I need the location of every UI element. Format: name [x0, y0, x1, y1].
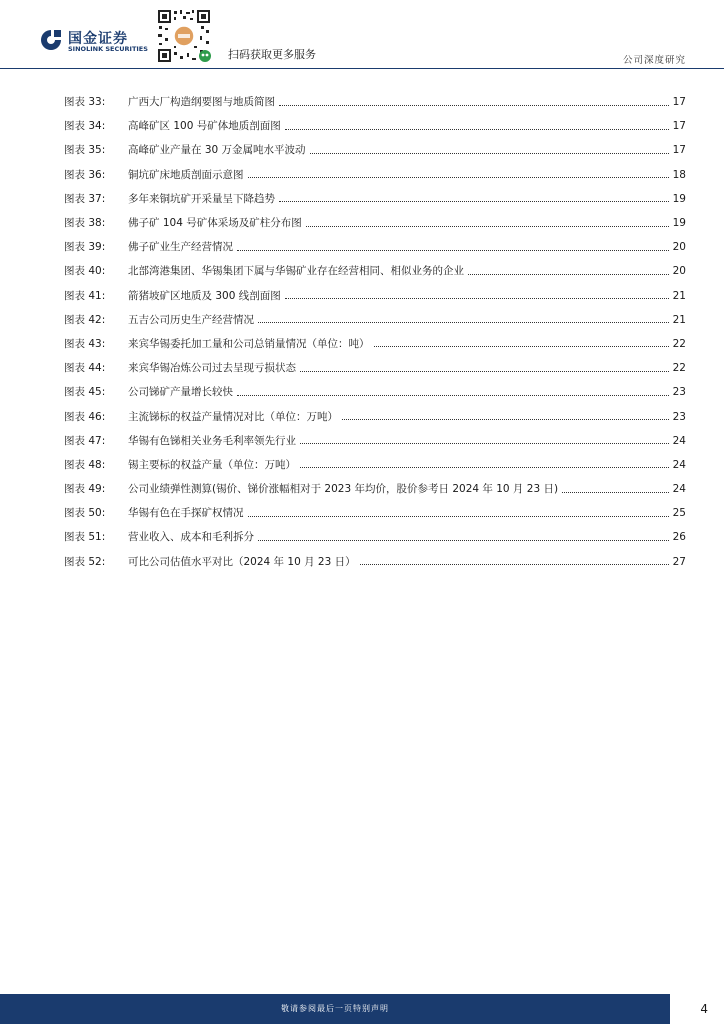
toc-entry[interactable]	[64, 380, 686, 404]
toc-figure-label: 图表 44:	[64, 362, 106, 375]
toc-entry[interactable]	[64, 356, 686, 380]
toc-leader-dots	[562, 478, 669, 493]
report-category: 公司深度研究	[622, 55, 686, 66]
toc-figure-label: 图表 38:	[64, 217, 106, 230]
toc-figure-title: 五吉公司历史生产经营情况	[128, 313, 254, 326]
toc-page-number: 19	[672, 192, 686, 205]
toc-entry[interactable]	[64, 525, 686, 549]
toc-figure-label: 图表 50:	[64, 507, 106, 520]
sinolink-logo-icon	[40, 29, 62, 51]
toc-entry[interactable]	[64, 138, 686, 162]
wechat-badge-icon	[199, 50, 211, 62]
toc-entry[interactable]	[64, 429, 686, 453]
toc-figure-label: 图表 42:	[64, 313, 106, 326]
toc-entry[interactable]	[64, 187, 686, 211]
toc-leader-dots	[374, 332, 669, 347]
footer-bar	[0, 994, 670, 1024]
toc-figure-label: 图表 33:	[64, 96, 106, 109]
toc-figure-label: 图表 34:	[64, 120, 106, 133]
toc-figure-label: 图表 45:	[64, 386, 106, 399]
toc-figure-title: 来宾华锡冶炼公司过去呈现亏损状态	[128, 362, 296, 375]
toc-leader-dots	[360, 550, 669, 565]
toc-leader-dots	[285, 115, 669, 130]
toc-figure-title: 公司业绩弹性测算(锡价、锑价涨幅相对于 2023 年均价，股价参考日 2024 年 10 月 23 日)	[128, 483, 559, 496]
toc-figure-title: 可比公司估值水平对比（2024 年 10 月 23 日）	[128, 555, 356, 568]
toc-figure-label: 图表 46:	[64, 410, 106, 423]
toc-entry[interactable]	[64, 163, 686, 187]
toc-entry[interactable]	[64, 114, 686, 138]
toc-entry[interactable]	[64, 550, 686, 574]
toc-figure-title: 铜坑矿床地质剖面示意图	[128, 168, 244, 181]
toc-entry[interactable]	[64, 477, 686, 501]
toc-figure-label: 图表 40:	[64, 265, 106, 278]
header-divider	[0, 68, 724, 69]
toc-figure-title: 北部湾港集团、华锡集团下属与华锡矿业存在经营相同、相似业务的企业	[128, 265, 464, 278]
toc-figure-label: 图表 43:	[64, 337, 106, 350]
toc-page-number: 22	[672, 362, 686, 375]
toc-figure-title: 华锡有色锑相关业务毛利率领先行业	[128, 434, 296, 447]
toc-leader-dots	[279, 187, 669, 202]
toc-page-number: 23	[672, 410, 686, 423]
toc-figure-title: 华锡有色在手探矿权情况	[128, 507, 244, 520]
toc-page-number: 21	[672, 289, 686, 302]
toc-figure-title: 主流锑标的权益产量情况对比（单位：万吨）	[128, 410, 338, 423]
toc-leader-dots	[300, 453, 669, 468]
toc-entry[interactable]	[64, 404, 686, 428]
page-number: 4	[700, 1002, 708, 1016]
toc-leader-dots	[300, 357, 669, 372]
toc-leader-dots	[248, 502, 669, 517]
toc-page-number: 23	[672, 386, 686, 399]
toc-figure-label: 图表 37:	[64, 192, 106, 205]
toc-page-number: 20	[672, 241, 686, 254]
toc-figure-title: 广西大厂构造纲要图与地质简图	[128, 96, 275, 109]
toc-entry[interactable]	[64, 259, 686, 283]
page-header	[0, 0, 724, 70]
toc-page-number: 22	[672, 337, 686, 350]
toc-figure-label: 图表 51:	[64, 531, 106, 544]
toc-entry[interactable]	[64, 308, 686, 332]
toc-entry[interactable]	[64, 90, 686, 114]
toc-entry[interactable]	[64, 332, 686, 356]
toc-figure-label: 图表 36:	[64, 168, 106, 181]
qr-code-icon[interactable]	[156, 8, 212, 64]
toc-leader-dots	[300, 429, 669, 444]
toc-page-number: 21	[672, 313, 686, 326]
toc-page-number: 17	[672, 96, 686, 109]
logo-text-cn: 国金证券	[68, 31, 128, 47]
toc-page-number: 24	[672, 483, 686, 496]
figure-index-list	[64, 90, 686, 574]
toc-entry[interactable]	[64, 211, 686, 235]
toc-figure-title: 多年来铜坑矿开采量呈下降趋势	[128, 192, 275, 205]
toc-page-number: 24	[672, 458, 686, 471]
toc-page-number: 18	[672, 168, 686, 181]
toc-page-number: 26	[672, 531, 686, 544]
toc-figure-label: 图表 35:	[64, 144, 106, 157]
toc-figure-label: 图表 49:	[64, 483, 106, 496]
toc-leader-dots	[237, 236, 669, 251]
toc-figure-title: 来宾华锡委托加工量和公司总销量情况（单位：吨）	[128, 337, 370, 350]
scan-prompt-text: 扫码获取更多服务	[228, 48, 316, 61]
toc-entry[interactable]	[64, 501, 686, 525]
toc-leader-dots	[285, 284, 669, 299]
toc-figure-title: 高峰矿区 100 号矿体地质剖面图	[128, 120, 281, 133]
sinolink-logo	[40, 28, 148, 54]
toc-figure-title: 高峰矿业产量在 30 万金属吨水平波动	[128, 144, 306, 157]
toc-leader-dots	[237, 381, 669, 396]
toc-entry[interactable]	[64, 453, 686, 477]
toc-leader-dots	[258, 308, 669, 323]
toc-figure-title: 公司锑矿产量增长较快	[128, 386, 233, 399]
toc-leader-dots	[258, 526, 669, 541]
toc-page-number: 27	[672, 555, 686, 568]
toc-page-number: 24	[672, 434, 686, 447]
logo-text-en: SINOLINK SECURITIES	[68, 45, 148, 53]
toc-leader-dots	[468, 260, 669, 275]
toc-figure-label: 图表 48:	[64, 458, 106, 471]
toc-figure-title: 佛子矿业生产经营情况	[128, 241, 233, 254]
toc-figure-title: 营业收入、成本和毛利拆分	[128, 531, 254, 544]
toc-figure-title: 锡主要标的权益产量（单位：万吨）	[128, 458, 296, 471]
toc-entry[interactable]	[64, 235, 686, 259]
toc-figure-label: 图表 41:	[64, 289, 106, 302]
toc-page-number: 19	[672, 217, 686, 230]
toc-page-number: 17	[672, 144, 686, 157]
toc-leader-dots	[310, 139, 669, 154]
page-footer	[0, 994, 724, 1024]
toc-figure-title: 佛子矿 104 号矿体采场及矿柱分布图	[128, 217, 302, 230]
toc-figure-label: 图表 52:	[64, 555, 106, 568]
toc-leader-dots	[306, 212, 669, 227]
toc-leader-dots	[279, 91, 669, 106]
toc-page-number: 17	[672, 120, 686, 133]
toc-entry[interactable]	[64, 284, 686, 308]
toc-figure-label: 图表 47:	[64, 434, 106, 447]
disclaimer-note: 敬请参阅最后一页特别声明	[281, 1004, 389, 1013]
toc-figure-title: 箭猪坡矿区地质及 300 线剖面图	[128, 289, 281, 302]
toc-page-number: 25	[672, 507, 686, 520]
toc-figure-label: 图表 39:	[64, 241, 106, 254]
toc-leader-dots	[248, 163, 669, 178]
toc-page-number: 20	[672, 265, 686, 278]
toc-leader-dots	[342, 405, 669, 420]
